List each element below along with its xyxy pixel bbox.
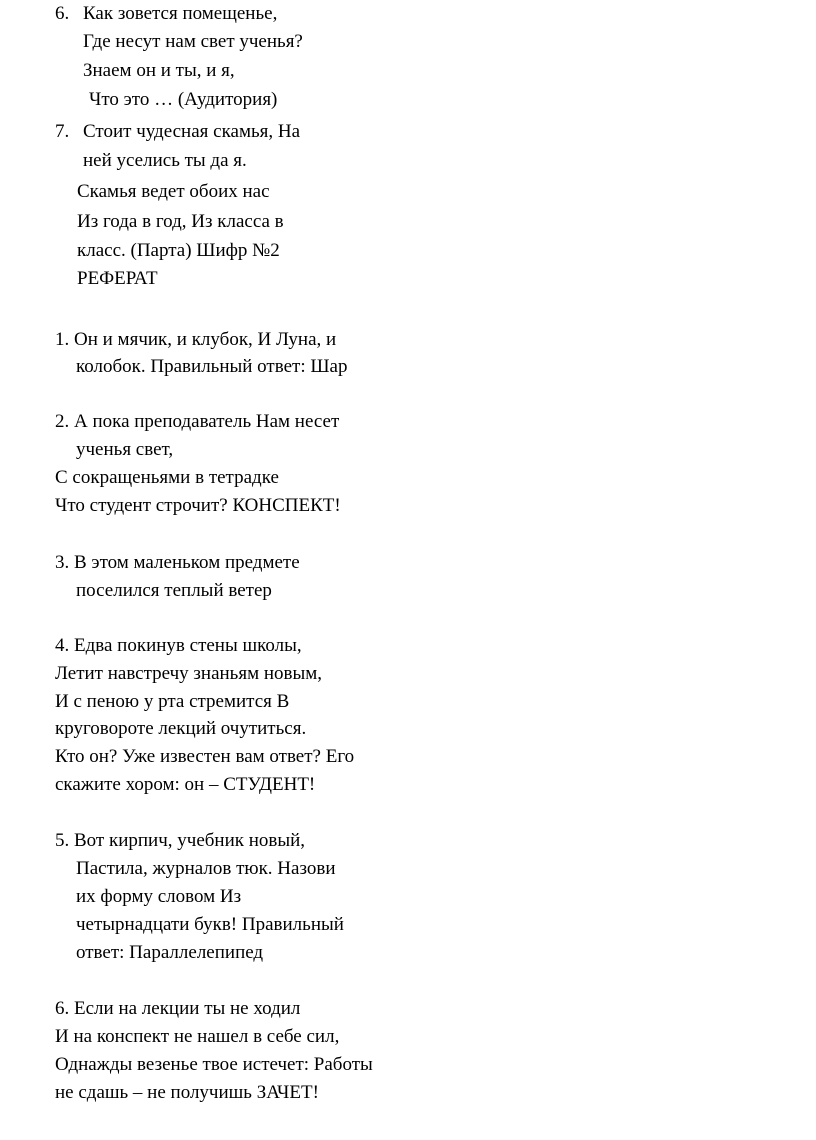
text-line: ответ: Параллелепипед	[76, 942, 264, 963]
text-line: Как зовется помещенье,	[83, 3, 278, 24]
text-line: скажите хором: он – СТУДЕНТ!	[55, 774, 316, 795]
text-line: 3. В этом маленьком предмете	[55, 552, 300, 573]
list-number: 6.	[55, 3, 70, 24]
text-line: Знаем он и ты, и я,	[83, 60, 235, 81]
text-line: класс. (Парта) Шифр №2	[77, 240, 280, 261]
list-number: 7.	[55, 121, 70, 142]
text-line: поселился теплый ветер	[76, 580, 272, 601]
text-line: Что это … (Аудитория)	[89, 89, 278, 110]
text-line: С сокращеньями в тетрадке	[55, 467, 279, 488]
text-line: Пастила, журналов тюк. Назови	[76, 858, 336, 879]
text-line: 6. Если на лекции ты не ходил	[55, 998, 301, 1019]
text-line: ученья свет,	[76, 439, 174, 460]
text-line: не сдашь – не получишь ЗАЧЕТ!	[55, 1082, 319, 1103]
text-line: 2. А пока преподаватель Нам несет	[55, 411, 340, 432]
text-line: их форму словом Из	[76, 886, 242, 907]
text-line: Где несут нам свет ученья?	[83, 31, 303, 52]
text-line: колобок. Правильный ответ: Шар	[76, 356, 348, 377]
text-line: Скамья ведет обоих нас	[77, 181, 270, 202]
text-line: круговороте лекций очутиться.	[55, 718, 307, 739]
text-line: четырнадцати букв! Правильный	[76, 914, 344, 935]
text-line: Стоит чудесная скамья, На	[83, 121, 301, 142]
text-line: Однажды везенье твое истечет: Работы	[55, 1054, 373, 1075]
text-line: Что студент строчит? КОНСПЕКТ!	[55, 495, 341, 516]
text-line: 5. Вот кирпич, учебник новый,	[55, 830, 306, 851]
text-line: И на конспект не нашел в себе сил,	[55, 1026, 340, 1047]
text-line: РЕФЕРАТ	[77, 268, 158, 289]
text-line: Летит навстречу знаньям новым,	[55, 663, 323, 684]
text-line: Кто он? Уже известен вам ответ? Его	[55, 746, 355, 767]
text-line: И с пеною у рта стремится В	[55, 691, 290, 712]
text-line: 1. Он и мячик, и клубок, И Луна, и	[55, 329, 337, 350]
text-line: 4. Едва покинув стены школы,	[55, 635, 302, 656]
text-line: ней уселись ты да я.	[83, 150, 247, 171]
text-line: Из года в год, Из класса в	[77, 211, 284, 232]
